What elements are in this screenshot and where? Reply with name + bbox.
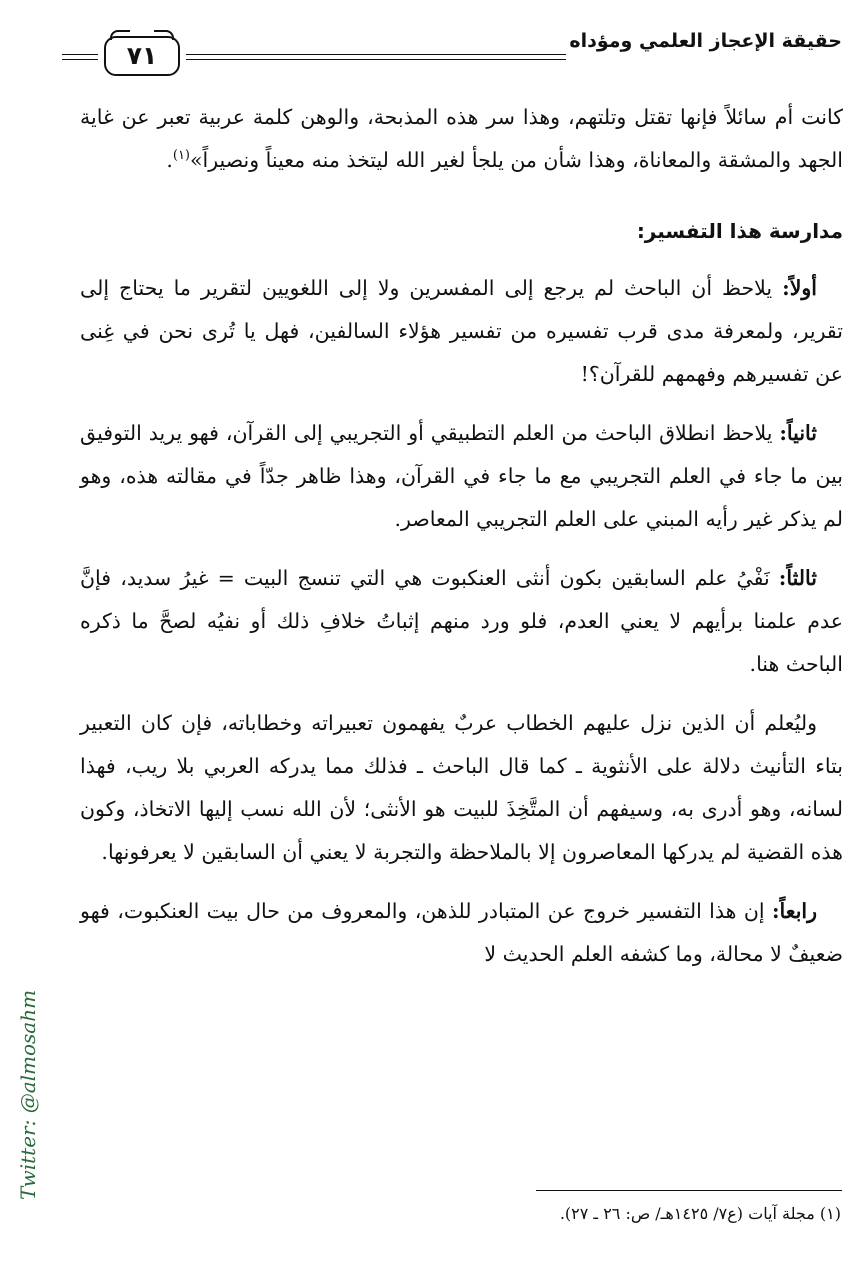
header-rule-left-2 <box>62 59 98 60</box>
running-title: حقيقة الإعجاز العلمي ومؤداه <box>569 30 842 52</box>
header-rule-right-2 <box>186 59 566 60</box>
point-1-text: يلاحظ أن الباحث لم يرجع إلى المفسرين ولا إلى اللغويين لتقرير ما يحتاج إلى تقرير، ولمعرفة مدى قرب تفسيره من تفسير هؤلاء السالفين، فهل يا تُرى نحن في غِنى عن تفسيرهم وفهمهم للقرآن؟! <box>80 276 843 386</box>
footnote-separator <box>536 1190 842 1191</box>
header-rule-right <box>186 54 566 55</box>
point-4-text: إن هذا التفسير خروج عن المتبادر للذهن، والمعروف من حال بيت العنكبوت، فهو ضعيفٌ لا محالة، وما كشفه العلم الحديث لا <box>80 899 843 966</box>
intro-end: . <box>166 148 173 172</box>
header-rule-left <box>62 54 98 55</box>
point-1 <box>80 267 843 396</box>
page-body <box>80 96 843 992</box>
point-2-text: يلاحظ انطلاق الباحث من العلم التطبيقي أو التجريبي إلى القرآن، فهو يريد التوفيق بين ما جاء في العلم التجريبي مع ما جاء في القرآن، وهذا ظاهر جدّاً في مقالته هذه، وهو لم يذكر غير رأيه المبني على العلم التجريبي المعاصر. <box>80 421 843 531</box>
point-2 <box>80 412 843 541</box>
point-1-label: أولاً: <box>782 276 817 300</box>
point-3-label: ثالثاً: <box>778 566 817 590</box>
section-heading: مدارسة هذا التفسير: <box>636 219 843 243</box>
footnote: (١) مجلة آيات (ع٧/ ١٤٢٥هـ/ ص: ٢٦ ـ ٢٧). <box>559 1204 841 1223</box>
footnote-ref: (١) <box>172 148 190 164</box>
intro-text: كانت أم سائلاً فإنها تقتل وتلتهم، وهذا سر هذه المذبحة، والوهن كلمة عربية تعبر عن غاية الجهد والمشقة والمعاناة، وهذا شأن من يلجأ لغير الله ليتخذ منه معيناً ونصيراً» <box>80 105 843 172</box>
page-header <box>62 22 842 80</box>
point-2-label: ثانياً: <box>779 421 817 445</box>
page-number-badge: ٧١ <box>104 36 180 76</box>
watermark-text: Twitter: @almosahm <box>16 989 40 1200</box>
intro-paragraph <box>80 96 843 182</box>
point-4 <box>80 890 843 976</box>
point-4-label: رابعاً: <box>771 899 817 923</box>
point-3-text: نَفْيُ علم السابقين بكون أنثى العنكبوت هي التي تنسج البيت = غيرُ سديد، فإنَّ عدم علمنا برأيهم لا يعني العدم، فلو ورد منهم إثباتُ خلافِ ذلك أو نفيُه لصحَّ ما ذكره الباحث هنا. <box>80 566 843 676</box>
point-3 <box>80 557 843 686</box>
paragraph-know: وليُعلم أن الذين نزل عليهم الخطاب عربٌ يفهمون تعبيراته وخطاباته، فإن كان التعبير بتاء التأنيث دلالة على الأنثوية ـ كما قال الباحث ـ فذلك مما يدركه العربي بلا ريب، فهذا لسانه، وهو أدرى به، وسيفهم أن المتَّخِذَ للبيت هو الأنثى؛ لأن الله نسب إليها الاتخاذ، وكون هذه القضية لم يدركها المعاصرون إلا بالملاحظة والتجربة لا يعني أن السابقين لا يعرفونها. <box>80 711 843 864</box>
